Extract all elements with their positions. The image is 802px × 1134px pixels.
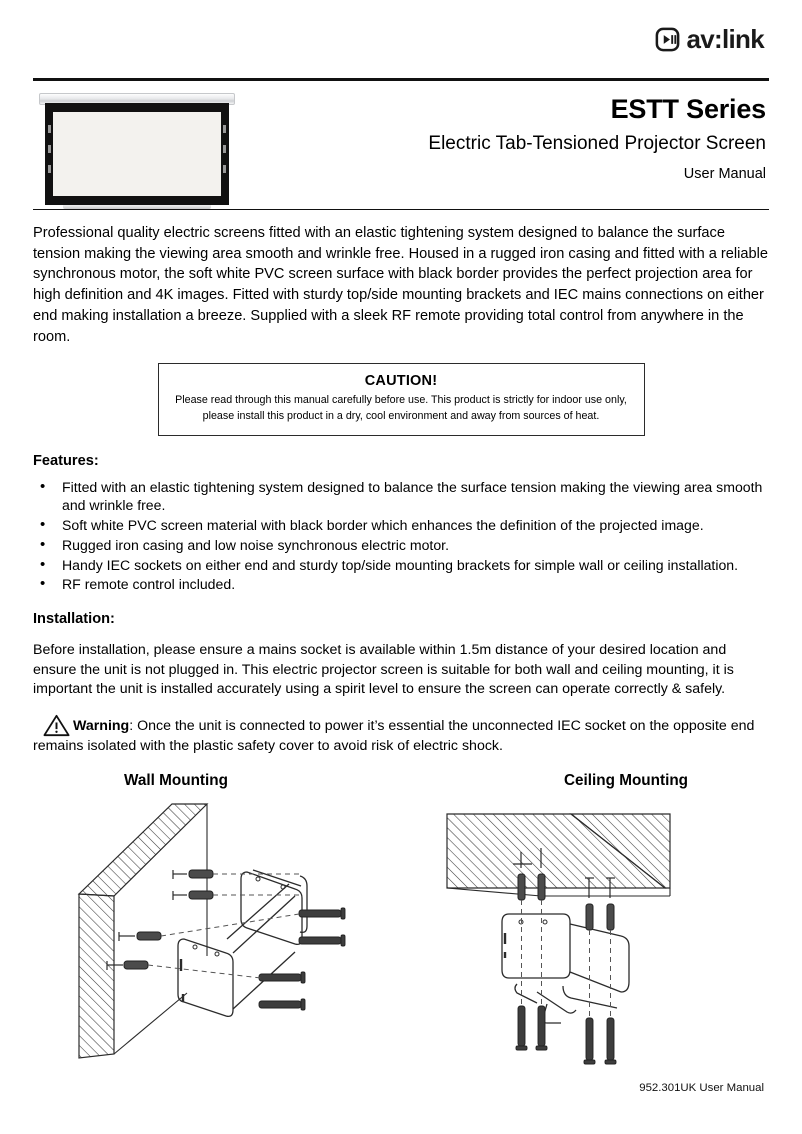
features-list <box>33 478 769 594</box>
title-band <box>33 81 769 209</box>
product-screen-surface <box>53 112 221 196</box>
caution-wrapper <box>33 363 769 435</box>
warning-triangle-icon <box>43 714 70 737</box>
list-item: • RF remote control included. <box>33 575 769 594</box>
caution-text: Please read through this manual carefully before use. This product is strictly for indoor use only, please install this product in a dry, cool environment and away from sources of heat. <box>175 394 627 422</box>
warning-text: : Once the unit is connected to power it’s essential the unconnected IEC socket on the opposite end remains isolated with the plastic safety cover to avoid risk of electric shock. <box>33 717 755 754</box>
wall-mounting-diagram <box>33 796 401 1086</box>
product-tab <box>223 145 226 153</box>
footer-reference: 952.301UK User Manual <box>639 1082 764 1094</box>
warning-paragraph <box>33 714 769 756</box>
list-item: • Soft white PVC screen material with black border which enhances the definition of the projected image. <box>33 516 769 535</box>
wall-mounting-heading: Wall Mounting <box>124 772 228 790</box>
diagram-row <box>33 796 769 1086</box>
product-tab <box>48 165 51 173</box>
play-pause-icon <box>655 27 680 52</box>
page-subtitle: Electric Tab-Tensioned Projector Screen <box>428 133 766 155</box>
brand-name: av:link <box>686 24 764 54</box>
installation-heading: Installation: <box>33 611 115 628</box>
product-tab <box>223 125 226 133</box>
warning-label: Warning <box>73 717 130 734</box>
document-type: User Manual <box>683 165 766 182</box>
list-item: • Rugged iron casing and low noise synchronous electric motor. <box>33 536 769 555</box>
caution-box <box>158 363 645 435</box>
list-item: • Handy IEC sockets on either end and sturdy top/side mounting brackets for simple wall or ceiling installation. <box>33 556 769 575</box>
product-tab <box>223 165 226 173</box>
product-base <box>63 205 211 209</box>
title-block <box>235 91 769 184</box>
ceiling-mounting-heading: Ceiling Mounting <box>563 772 689 790</box>
diagram-headings <box>33 772 769 790</box>
installation-paragraph: Before installation, please ensure a mains socket is available within 1.5m distance of your desired location and ensure the unit is not plugged in. This electric projector screen is suitable for both wall and ceiling mounting, it is important the unit is installed accurately using a spirit level to ensure the screen can operate correctly & safely. <box>33 642 734 697</box>
product-tab <box>48 145 51 153</box>
list-item: • Fitted with an elastic tightening system designed to balance the surface tension making the viewing area smooth and wrinkle free. <box>33 478 769 515</box>
intro-paragraph: Professional quality electric screens fitted with an elastic tightening system designed to balance the surface tension making the viewing area smooth and wrinkle free. Housed in a rugged iron casing and fitted with a reliable synchronous motor, the soft white PVC screen surface with black border provides the perfect projection area for high definition and 4K images. Fitted with sturdy top/side mounting brackets and IEC mains connections on either end making installation a breeze. Supplied with a sleek RF remote providing total control from anywhere in the room. <box>33 225 768 345</box>
features-heading: Features: <box>33 452 99 469</box>
ceiling-mounting-diagram <box>401 796 769 1086</box>
brand-logo <box>655 26 764 52</box>
product-tab <box>48 125 51 133</box>
brand-header <box>33 0 769 78</box>
page-title: ESTT Series <box>610 94 766 124</box>
caution-title: CAUTION! <box>364 373 438 390</box>
product-image <box>39 91 235 211</box>
